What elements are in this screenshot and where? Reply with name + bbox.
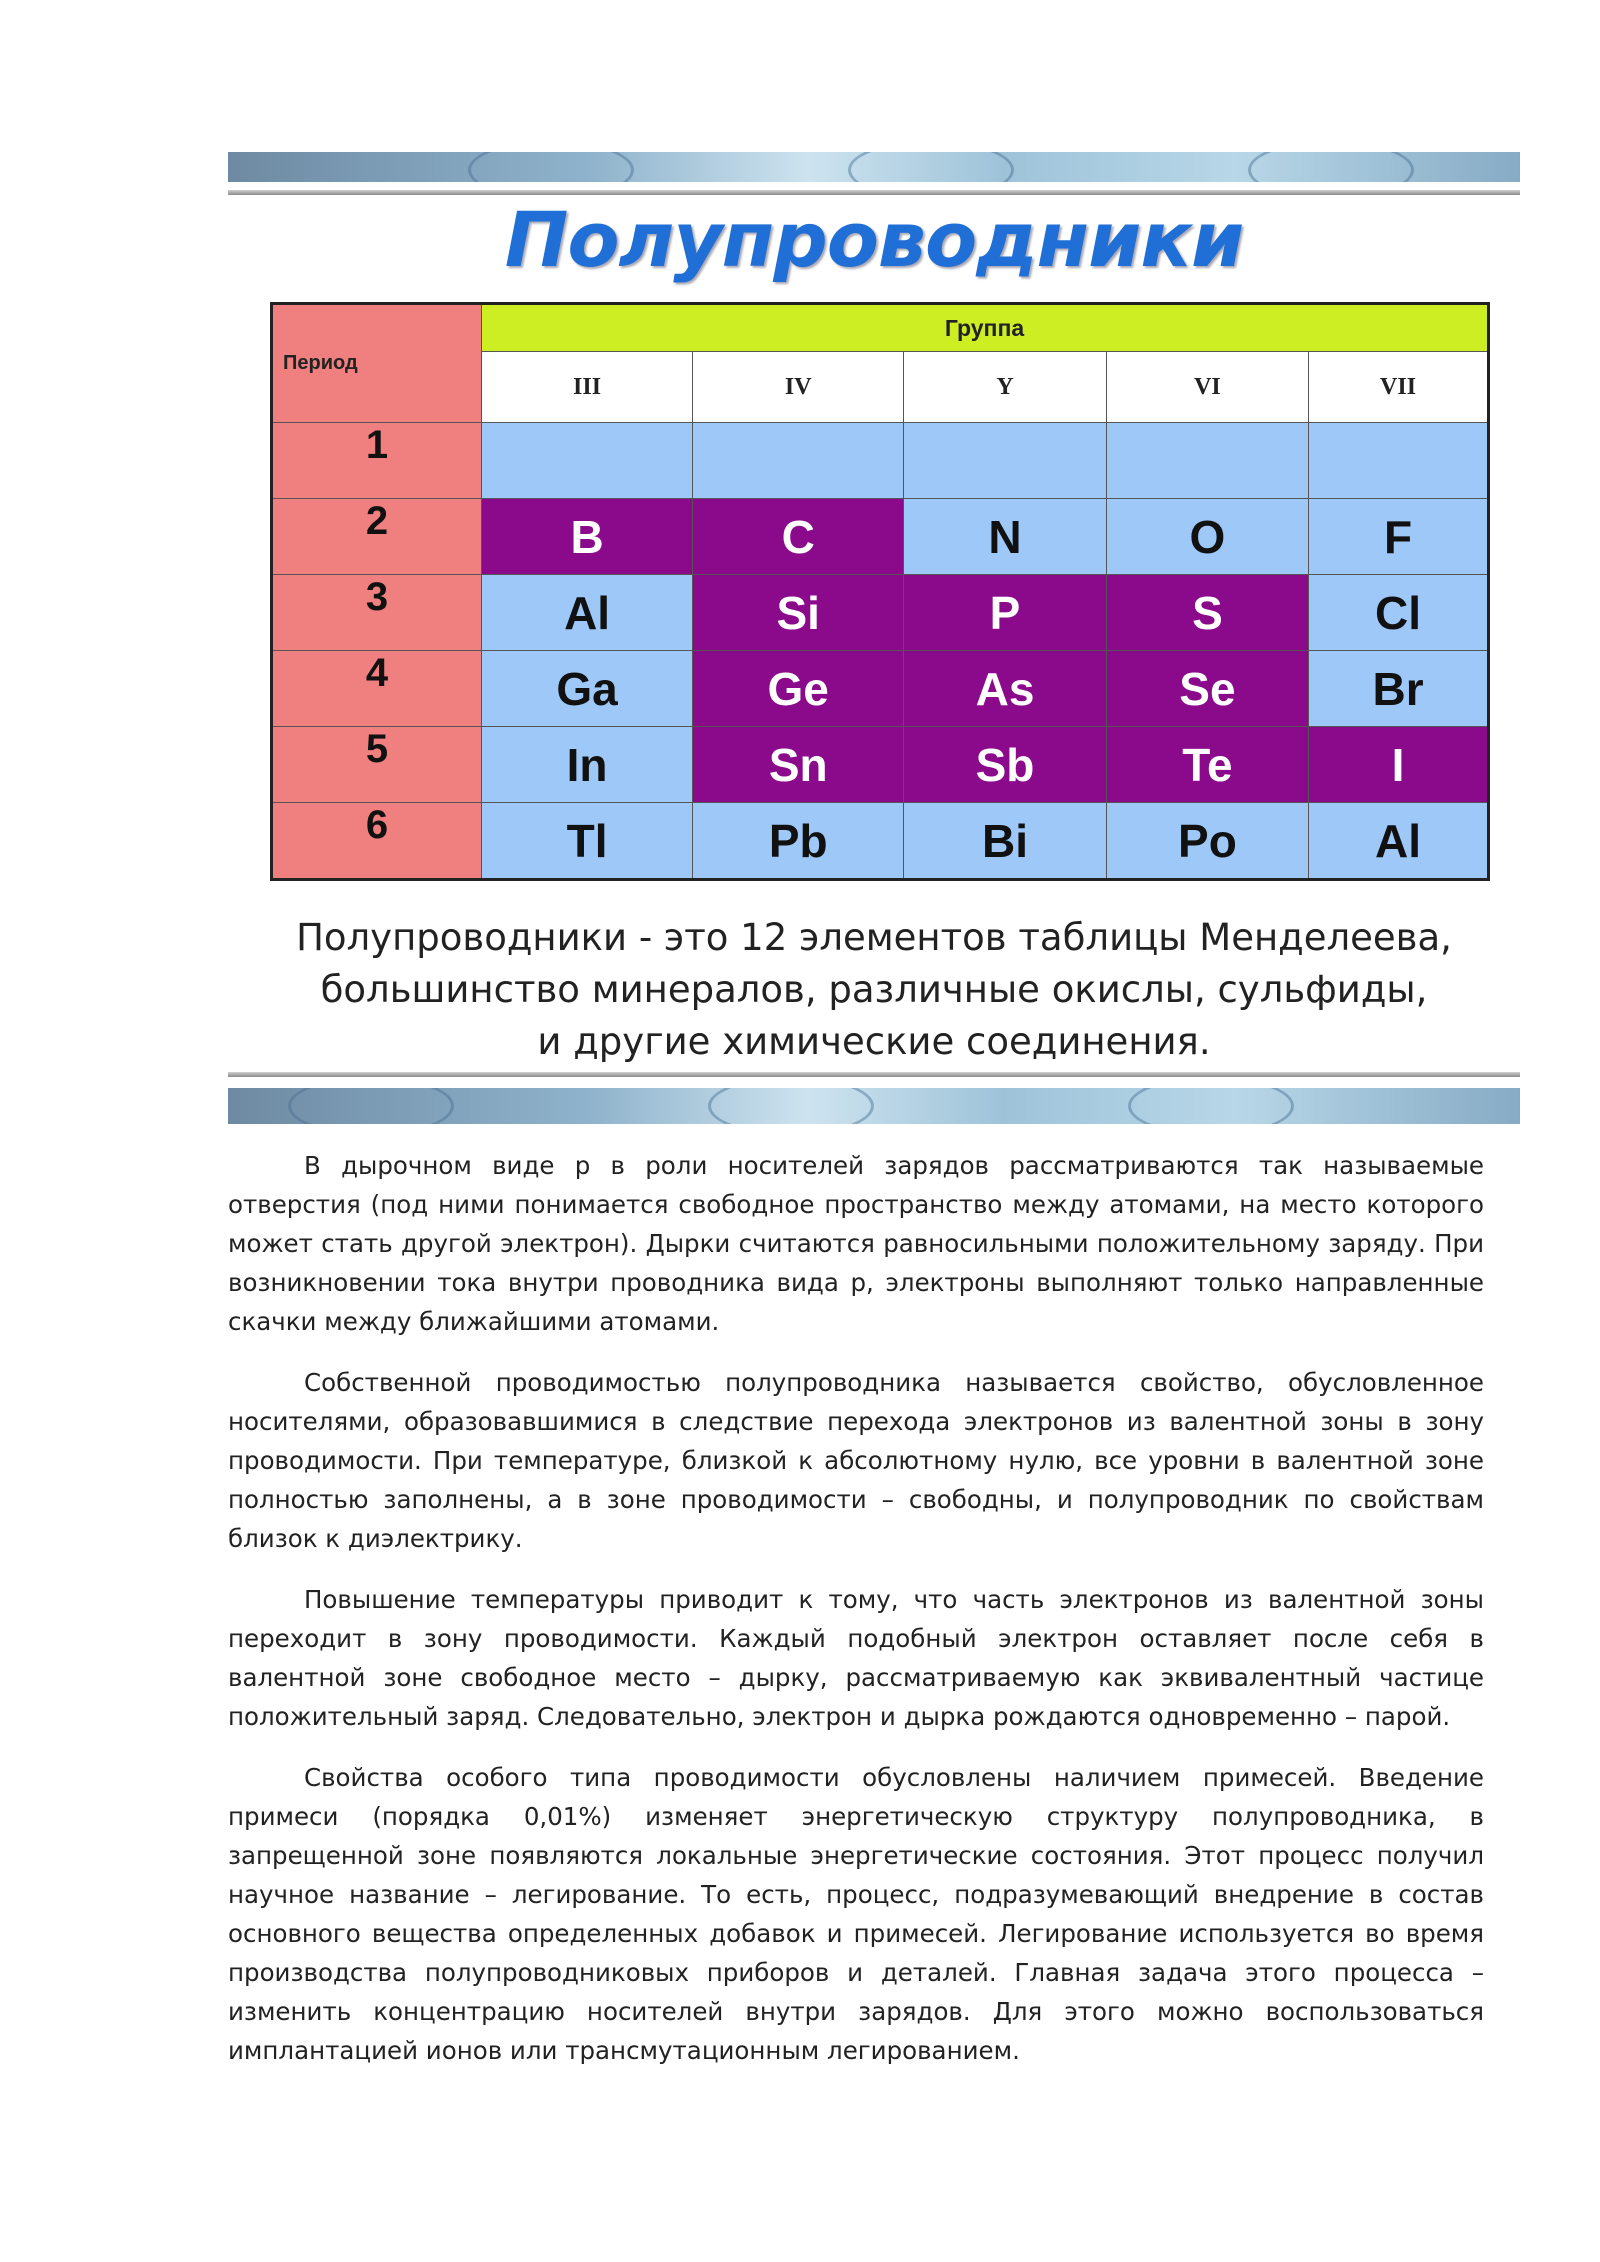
period-number: 2 xyxy=(272,499,482,575)
slide-image xyxy=(228,150,1520,1124)
element-cell: Al xyxy=(1309,803,1489,880)
paragraph: Повышение температуры приводит к тому, что часть электронов из валентной зоны переходит в зону проводимости. Каждый подобный электрон оставляет после себя в валентной зоне свободное место – дырку, рассматриваемую как эквивалентный частице положительный заряд. Следовательно, электрон и дырка рождаются одновременно – парой. xyxy=(228,1585,1484,1731)
decorative-band-top xyxy=(228,152,1520,182)
period-number: 3 xyxy=(272,575,482,651)
paragraph: Собственной проводимостью полупроводника называется свойство, обусловленное носителями, образовавшимися в следствие перехода электронов из валентной зоны в зону проводимости. При температуре, близкой к абсолютному нулю, все уровни в валентной зоне полностью заполнены, а в зоне проводимости – свободны, и полупроводник по свойствам близок к диэлектрику. xyxy=(228,1368,1484,1553)
group-label: VII xyxy=(1309,352,1489,423)
semiconductor-element-cell: S xyxy=(1106,575,1308,651)
element-cell: Br xyxy=(1309,651,1489,727)
paragraph: Свойства особого типа проводимости обусловлены наличием примесей. Введение примеси (порядка 0,01%) изменяет энергетическую структуру полупроводника, в запрещенной зоне появляются локальные энергетические состояния. Этот процесс получил научное название – легирование. То есть, процесс, подразумевающий внедрение в состав основного вещества определенных добавок и примесей. Легирование используется во время производства полупроводниковых приборов и деталей. Главная задача этого процесса – изменить концентрацию носителей внутри зарядов. Для этого можно воспользоваться имплантацией ионов или трансмутационным легированием. xyxy=(228,1763,1484,2065)
semiconductor-element-cell: P xyxy=(904,575,1106,651)
element-cell xyxy=(693,423,904,499)
swirl-decoration xyxy=(288,1088,454,1124)
table-row xyxy=(272,727,1489,803)
semiconductor-element-cell: Sn xyxy=(693,727,904,803)
element-cell: Tl xyxy=(482,803,693,880)
table-row xyxy=(272,651,1489,727)
element-cell xyxy=(482,423,693,499)
divider-bottom xyxy=(228,1072,1520,1077)
element-cell: F xyxy=(1309,499,1489,575)
semiconductor-element-cell: Ge xyxy=(693,651,904,727)
element-cell: Bi xyxy=(904,803,1106,880)
period-number: 1 xyxy=(272,423,482,499)
element-cell: In xyxy=(482,727,693,803)
document-body xyxy=(228,1146,1484,2092)
element-cell: Po xyxy=(1106,803,1308,880)
element-cell: N xyxy=(904,499,1106,575)
semiconductor-element-cell: C xyxy=(693,499,904,575)
swirl-decoration xyxy=(468,152,634,182)
table-row xyxy=(272,803,1489,880)
caption-line: и другие химические соединения. xyxy=(537,1020,1211,1063)
semiconductor-element-cell: As xyxy=(904,651,1106,727)
caption-line: Полупроводники - это 12 элементов таблицы Менделеева, xyxy=(296,916,1452,959)
period-number: 6 xyxy=(272,803,482,880)
swirl-decoration xyxy=(1248,152,1414,182)
semiconductor-element-cell: Si xyxy=(693,575,904,651)
group-header: Группа xyxy=(482,304,1489,352)
period-number: 4 xyxy=(272,651,482,727)
group-label: Y xyxy=(904,352,1106,423)
semiconductor-element-cell: Se xyxy=(1106,651,1308,727)
group-label: VI xyxy=(1106,352,1308,423)
semiconductor-element-cell: I xyxy=(1309,727,1489,803)
element-cell xyxy=(1106,423,1308,499)
periodic-table xyxy=(270,302,1490,881)
slide-caption xyxy=(228,912,1520,1068)
caption-line: большинство минералов, различные окислы, сульфиды, xyxy=(320,968,1428,1011)
swirl-decoration xyxy=(848,152,1014,182)
table-row xyxy=(272,499,1489,575)
element-cell: Pb xyxy=(693,803,904,880)
table-row xyxy=(272,423,1489,499)
element-cell: O xyxy=(1106,499,1308,575)
element-cell xyxy=(1309,423,1489,499)
element-cell: Ga xyxy=(482,651,693,727)
semiconductor-element-cell: Te xyxy=(1106,727,1308,803)
group-label: III xyxy=(482,352,693,423)
group-label: IV xyxy=(693,352,904,423)
element-cell: Al xyxy=(482,575,693,651)
semiconductor-element-cell: B xyxy=(482,499,693,575)
decorative-band-bottom xyxy=(228,1088,1520,1124)
swirl-decoration xyxy=(1128,1088,1294,1124)
swirl-decoration xyxy=(708,1088,874,1124)
slide-title: Полупроводники xyxy=(504,195,1244,284)
period-number: 5 xyxy=(272,727,482,803)
element-cell xyxy=(904,423,1106,499)
semiconductor-element-cell: Sb xyxy=(904,727,1106,803)
table-row xyxy=(272,575,1489,651)
element-cell: Cl xyxy=(1309,575,1489,651)
period-header: Период xyxy=(272,304,482,423)
paragraph: В дырочном виде p в роли носителей зарядов рассматриваются так называемые отверстия (под ними понимается свободное пространство между атомами, на место которого может стать другой электрон). Дырки считаются равносильными положительному заряду. При возникновении тока внутри проводника вида p, электроны выполняют только направленные скачки между ближайшими атомами. xyxy=(228,1151,1484,1336)
